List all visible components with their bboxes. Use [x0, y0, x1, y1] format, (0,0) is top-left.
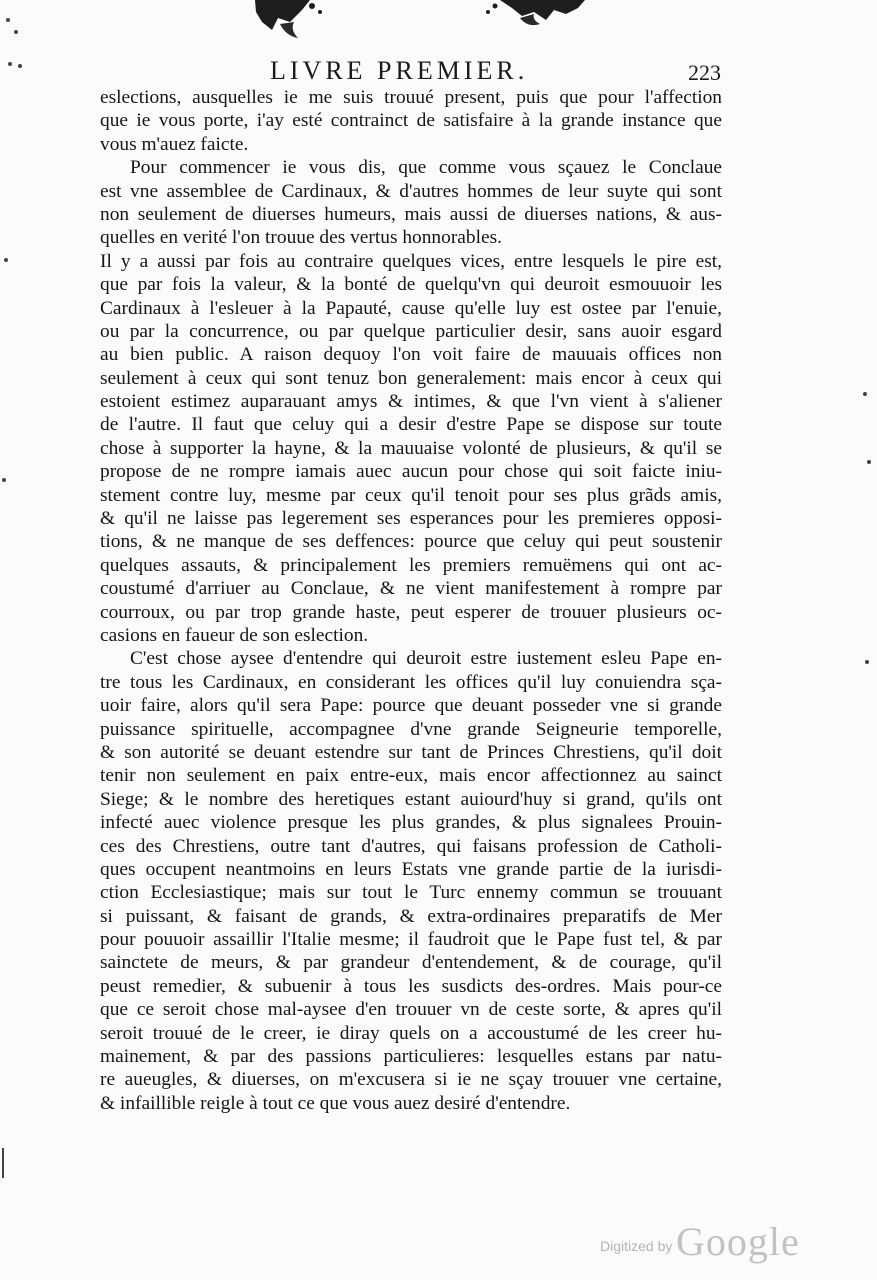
text-line: que par fois la valeur, & la bonté de quelqu'vn qui deuroit esmouuoir les — [100, 274, 722, 296]
text-line: eslections, ausquelles ie me suis trouué present, puis que pour l'affection — [100, 87, 722, 108]
text-line: mainement, & par des passions particulieres: lesquelles estans par natu- — [100, 1046, 722, 1068]
text-line: Pour commencer ie vous dis, que comme vous sçauez le Conclaue — [130, 157, 722, 179]
text-line: Siege; & le nombre des heretiques estant auiourd'huy si grand, qu'ils ont — [100, 788, 722, 810]
text-line: ques occupent neantmoins en leurs Estats vne grande partie de la iurisdi- — [100, 858, 722, 880]
speck — [4, 258, 8, 262]
text-line: tenir non seulement en paix entre-eux, mais encor affectionnez au sainct — [100, 765, 722, 787]
text-line: seulement à ceux qui sont tenuz bon generalement: mais encor à ceux qui — [100, 367, 722, 389]
text-line: puissance spirituelle, accompagnee d'vne grande Seigneurie temporelle, — [100, 718, 722, 740]
watermark-prefix: Digitized by — [600, 1238, 673, 1254]
text-line: non seulement de diuerses humeurs, mais aussi de diuerses nations, & aus- — [100, 203, 722, 225]
text-line: infecté auec violence presque les plus grandes, & plus signalees Prouin- — [100, 812, 722, 834]
digitized-watermark — [600, 1218, 800, 1268]
body-text — [100, 86, 722, 1115]
edge-shadow — [2, 1148, 4, 1178]
text-line: peust remedier, & subuenir à tous les susdicts des-ordres. Mais pour-ce — [100, 975, 722, 997]
text-line: stement contre luy, mesme par ceux qu'il tenoit pour ses plus grãds amis, — [100, 484, 722, 506]
text-line: si puissant, & faisant de grands, & extra-ordinaires preparatifs de Mer — [100, 905, 722, 927]
text-line: re aueugles, & diuerses, on m'excusera si ie ne sçay trouuer vne certaine, — [100, 1069, 722, 1091]
text-line: que ce seroit chose mal-aysee d'en trouuer vn de ceste sorte, & apres qu'il — [100, 999, 722, 1021]
speck — [8, 62, 12, 66]
text-line: sainctete de meurs, & par grandeur d'entendement, & de courage, qu'il — [100, 952, 722, 974]
text-line: uoir faire, alors qu'il sera Pape: pource que deuant posseder vne si grande — [100, 695, 722, 717]
text-line: C'est chose aysee d'entendre qui deuroit estre iustement esleu Pape en- — [130, 648, 722, 670]
page-number: 223 — [688, 60, 721, 85]
text-line: Il y a aussi par fois au contraire quelques vices, entre lesquels le pire est, — [100, 250, 722, 272]
text-line: tre tous les Cardinaux, en considerant les offices qu'il luy conuiendra sça- — [100, 671, 722, 693]
speck — [18, 64, 22, 68]
speck — [863, 392, 867, 396]
text-line: vous m'auez faicte. — [100, 133, 249, 155]
text-line: & son autorité se deuant estendre sur tant de Princes Chrestiens, qu'il doit — [100, 741, 722, 763]
text-line: & qu'il ne laisse pas legerement ses esperances pour les premieres opposi- — [100, 508, 722, 530]
text-line: coustumé d'arriuer au Conclaue, & ne vient manifestement à rompre par — [100, 578, 722, 600]
text-line: Cardinaux à l'esleuer à la Papauté, cause qu'elle luy est ostee par l'enuie, — [100, 297, 722, 319]
text-line: propose de ne rompre iamais auec aucun pour chose qui soit faicte iniu- — [100, 461, 722, 483]
speck — [865, 660, 869, 664]
text-line: ou par la concurrence, ou par quelque particulier desir, sans auoir esgard — [100, 320, 722, 342]
speck — [867, 460, 871, 464]
speck — [14, 30, 18, 34]
text-line: de l'autre. Il faut que celuy qui a desir d'estre Pape se dispose sur toute — [100, 414, 722, 436]
text-line: ces des Chrestiens, outre tant d'autres, qui faisans profession de Catholi- — [100, 835, 722, 857]
text-line: casions en faueur de son eslection. — [100, 624, 369, 646]
text-line: est vne assemblee de Cardinaux, & d'autres hommes de leur suyte qui sont — [100, 180, 722, 202]
left-margin-specks — [0, 0, 30, 1280]
text-line: courroux, ou par trop grande haste, peut esperer de trouuer plusieurs oc- — [100, 601, 722, 623]
text-line: & infaillible reigle à tout ce que vous auez desiré d'entendre. — [100, 1092, 571, 1114]
text-line: pour pouuoir assaillir l'Italie mesme; il faudroit que le Pape fust tel, & par — [100, 929, 722, 951]
header-ornament — [250, 0, 595, 48]
ornament-graphic — [250, 0, 595, 48]
text-line: au bien public. A raison dequoy l'on voit faire de mauuais offices non — [100, 344, 722, 366]
text-line: chose à supporter la hayne, & la mauuaise volonté de plusieurs, & qu'il se — [100, 437, 722, 459]
speck — [6, 18, 10, 22]
watermark-brand: Google — [676, 1219, 800, 1264]
speck — [2, 478, 6, 482]
text-line: quelques assauts, & principalement les premiers remuëmens qui ont ac- — [100, 554, 722, 576]
right-margin-specks — [857, 0, 877, 1280]
text-line: tions, & ne manque de ses deffences: pource que celuy qui peut soustenir — [100, 531, 722, 553]
text-line: quelles en verité l'on trouue des vertus honnorables. — [100, 227, 502, 249]
text-line: estoient estimez auparauant amys & intimes, & que l'vn vient à s'aliener — [100, 391, 722, 413]
text-line: ction Ecclesiastique; mais sur tout le Turc ennemy commun se trouuant — [100, 882, 722, 904]
text-line: que ie vous porte, i'ay esté contrainct de satisfaire à la grande instance que — [100, 110, 722, 132]
running-title: LIVRE PREMIER. — [270, 56, 529, 85]
text-line: seroit trouué de le creer, ie diray quels on a accoustumé de les creer hu- — [100, 1022, 722, 1044]
